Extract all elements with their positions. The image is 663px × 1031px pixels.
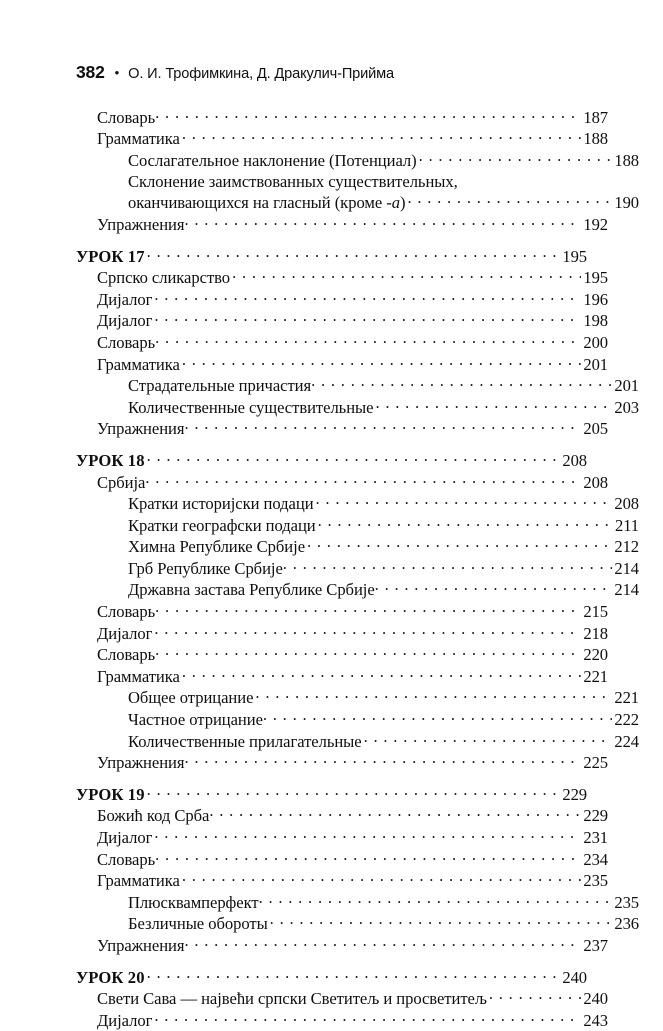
toc-entry-row[interactable] bbox=[128, 891, 639, 913]
toc-entry-row[interactable] bbox=[128, 579, 639, 601]
toc-entry-title: Грб Републике Србије bbox=[128, 558, 283, 578]
toc-entry-title: Частное отрицание bbox=[128, 710, 263, 730]
toc-page-number: 190 bbox=[614, 193, 639, 213]
toc-leader-dots bbox=[147, 783, 561, 800]
toc-leader-dots bbox=[375, 396, 612, 413]
toc-lesson-row[interactable] bbox=[76, 966, 587, 988]
toc-page-number: 215 bbox=[583, 602, 608, 622]
toc-leader-dots bbox=[154, 1009, 581, 1026]
toc-page-number: 220 bbox=[583, 645, 608, 665]
toc-leader-dots bbox=[255, 687, 612, 704]
toc-page-number: 208 bbox=[614, 494, 639, 514]
toc-page-number: 200 bbox=[583, 332, 608, 352]
toc-entry-title: Словарь bbox=[97, 849, 156, 869]
toc-page-number: 208 bbox=[562, 450, 587, 470]
toc-entry-row[interactable] bbox=[97, 471, 608, 493]
toc-entry-title: Грамматика bbox=[97, 129, 180, 149]
toc-entry-row[interactable] bbox=[97, 213, 608, 235]
toc-leader-dots bbox=[184, 752, 581, 769]
toc-entry-row[interactable] bbox=[97, 622, 608, 644]
toc-leader-dots bbox=[155, 331, 581, 348]
toc-page-number: 201 bbox=[583, 354, 608, 374]
toc-page-number: 211 bbox=[615, 515, 639, 535]
toc-entry-title: Плюсквамперфект bbox=[128, 892, 259, 912]
toc-entry-title: Упражнения bbox=[97, 935, 185, 955]
toc-leader-dots bbox=[283, 557, 613, 574]
toc-entry-row[interactable] bbox=[128, 396, 639, 418]
toc-entry-row[interactable] bbox=[97, 106, 608, 128]
toc-entry-row[interactable] bbox=[128, 514, 639, 536]
toc-page-number: 221 bbox=[614, 688, 639, 708]
toc-entry-title: оканчивающихся на гласный (кроме -а) bbox=[128, 193, 406, 213]
toc-page-number: 212 bbox=[614, 537, 639, 557]
toc-page-number: 195 bbox=[583, 268, 608, 288]
toc-entry-row[interactable] bbox=[97, 752, 608, 774]
toc-entry-row[interactable] bbox=[97, 848, 608, 870]
toc-leader-dots bbox=[364, 730, 613, 747]
toc-page-number: 188 bbox=[583, 129, 608, 149]
toc-page-number: 235 bbox=[583, 871, 608, 891]
toc-leader-dots bbox=[182, 870, 582, 887]
toc-leader-dots bbox=[419, 149, 613, 166]
toc-page-number: 214 bbox=[614, 558, 639, 578]
toc-leader-dots bbox=[147, 449, 561, 466]
toc-entry-title: Безличные обороты bbox=[128, 914, 268, 934]
toc-leader-dots bbox=[318, 514, 613, 531]
toc-lesson-row[interactable] bbox=[76, 449, 587, 471]
toc-entry-title: Дијалог bbox=[97, 289, 153, 309]
toc-leader-dots bbox=[311, 375, 612, 392]
toc-leader-dots bbox=[155, 600, 581, 617]
toc-entry-title: Божић код Срба bbox=[97, 806, 210, 826]
toc-page-number: 205 bbox=[583, 419, 608, 439]
toc-leader-dots bbox=[232, 267, 581, 284]
toc-entry-row[interactable] bbox=[97, 310, 608, 332]
toc-entry-title: УРОК 19 bbox=[76, 784, 145, 804]
toc-page-number: 192 bbox=[583, 214, 608, 234]
toc-page-number: 188 bbox=[614, 150, 639, 170]
toc-page-number: 221 bbox=[583, 666, 608, 686]
toc-entry-title: Словарь bbox=[97, 107, 156, 127]
toc-page-number: 198 bbox=[583, 311, 608, 331]
toc-entry-row[interactable] bbox=[97, 644, 608, 666]
toc-leader-dots bbox=[184, 418, 581, 435]
toc-leader-dots bbox=[145, 471, 581, 488]
toc-entry-row[interactable] bbox=[97, 418, 608, 440]
toc-entry-row[interactable] bbox=[97, 128, 608, 150]
toc-entry-row[interactable] bbox=[128, 192, 639, 214]
toc-entry-row[interactable] bbox=[128, 708, 639, 730]
toc-entry-title: Грамматика bbox=[97, 871, 180, 891]
toc-entry-row[interactable] bbox=[97, 288, 608, 310]
toc-leader-dots bbox=[154, 826, 581, 843]
toc-entry-title: Дијалог bbox=[97, 1010, 153, 1030]
toc-entry-title: УРОК 18 bbox=[76, 450, 145, 470]
toc-page-number: 201 bbox=[614, 376, 639, 396]
toc-entry-title: Сослагательное наклонение (Потенциал) bbox=[128, 150, 417, 170]
toc-page-number: 229 bbox=[562, 784, 587, 804]
toc-entry-title: Дијалог bbox=[97, 828, 153, 847]
toc-entry-row[interactable] bbox=[97, 1009, 608, 1031]
toc-page-number: 218 bbox=[583, 623, 608, 643]
toc-entry-row[interactable] bbox=[97, 267, 608, 289]
toc-page-number: 237 bbox=[583, 935, 608, 955]
toc-entry-title: Српско сликарство bbox=[97, 268, 231, 288]
toc-entry-title-italic: а bbox=[391, 193, 400, 213]
toc-entry-row[interactable] bbox=[128, 149, 639, 171]
toc-page-number: 222 bbox=[614, 710, 639, 730]
toc-entry-title: Државна застава Републике Србије bbox=[128, 580, 375, 600]
toc-entry-title: Дијалог bbox=[97, 623, 153, 643]
toc-entry-row[interactable] bbox=[97, 600, 608, 622]
toc-leader-dots bbox=[375, 579, 613, 596]
toc-leader-dots bbox=[155, 848, 581, 865]
toc-entry-title: Упражнения bbox=[97, 753, 185, 773]
toc-leader-dots bbox=[182, 128, 582, 145]
toc-leader-dots bbox=[184, 213, 581, 230]
toc-page-number: 235 bbox=[614, 892, 639, 912]
toc-leader-dots bbox=[155, 106, 581, 123]
toc-page-number: 187 bbox=[583, 107, 608, 127]
toc-page-number: 208 bbox=[583, 472, 608, 492]
toc-entry-row[interactable] bbox=[97, 934, 608, 956]
toc-leader-dots bbox=[182, 353, 582, 370]
toc-leader-dots bbox=[154, 288, 581, 305]
toc-page-number: 196 bbox=[583, 289, 608, 309]
toc-entry-row[interactable] bbox=[97, 353, 608, 375]
bullet-separator-icon: • bbox=[114, 65, 120, 80]
toc-entry-title: Количественные существительные bbox=[128, 397, 374, 417]
toc-entry-row[interactable] bbox=[97, 826, 608, 848]
toc-entry-title: Химна Републике Србије bbox=[128, 537, 306, 557]
author-names: О. И. Трофимкина, Д. Дракулич-Прийма bbox=[128, 66, 394, 82]
toc-page-number: 236 bbox=[614, 914, 639, 934]
toc-entry-row[interactable] bbox=[97, 331, 608, 353]
toc-leader-dots bbox=[154, 622, 581, 639]
toc-entry-title: УРОК 20 bbox=[76, 967, 145, 987]
toc-leader-dots bbox=[259, 891, 613, 908]
toc-leader-dots bbox=[209, 805, 581, 822]
toc-page-number: 225 bbox=[583, 753, 608, 773]
toc-entry-title: Упражнения bbox=[97, 419, 185, 439]
toc-entry-row[interactable] bbox=[97, 805, 608, 827]
toc-leader-dots bbox=[489, 988, 582, 1005]
toc-page-number: 240 bbox=[583, 989, 608, 1009]
toc-entry-title: Србија bbox=[97, 472, 146, 492]
toc-entry-row[interactable] bbox=[128, 557, 639, 579]
toc-page-number: 195 bbox=[562, 246, 587, 266]
toc-entry-row[interactable] bbox=[97, 665, 608, 687]
toc-entry-row[interactable] bbox=[128, 171, 639, 192]
toc-entry-row[interactable] bbox=[97, 870, 608, 892]
toc-entry-row[interactable] bbox=[128, 913, 639, 935]
toc-entry-title: Свети Сава — највећи српски Светитељ и просветитељ bbox=[97, 989, 487, 1009]
toc-entry-title: Упражнения bbox=[97, 214, 185, 234]
toc-entry-title: Словарь bbox=[97, 602, 156, 622]
toc-page-number: 240 bbox=[562, 967, 587, 987]
page-header bbox=[76, 62, 394, 83]
toc-entry-title: Дијалог bbox=[97, 311, 153, 331]
folio-number: 382 bbox=[76, 62, 105, 82]
toc-entry-title: Страдательные причастия bbox=[128, 376, 312, 396]
toc-page-number: 224 bbox=[614, 731, 639, 751]
toc-entry-row[interactable] bbox=[97, 988, 608, 1010]
toc-entry-title: Кратки историјски подаци bbox=[128, 494, 314, 514]
toc-entry-title: Количественные прилагательные bbox=[128, 731, 362, 751]
toc-leader-dots bbox=[154, 310, 581, 327]
toc-leader-dots bbox=[147, 966, 561, 983]
toc-page-number: 229 bbox=[583, 806, 608, 826]
toc-entry-row[interactable] bbox=[128, 730, 639, 752]
toc-entry-row[interactable] bbox=[128, 375, 639, 397]
table-of-contents bbox=[76, 106, 639, 1031]
toc-page-number: 231 bbox=[583, 828, 608, 847]
toc-leader-dots bbox=[270, 913, 613, 930]
toc-entry-title: Словарь bbox=[97, 332, 156, 352]
toc-lesson-row[interactable] bbox=[76, 245, 587, 267]
toc-entry-title: Склонение заимствованных существительных, bbox=[128, 171, 458, 191]
toc-page-number: 234 bbox=[583, 849, 608, 869]
toc-entry-row[interactable] bbox=[128, 536, 639, 558]
toc-entry-title: УРОК 17 bbox=[76, 246, 145, 266]
toc-leader-dots bbox=[184, 934, 581, 951]
toc-page-number: 214 bbox=[614, 580, 639, 600]
toc-entry-title: Общее отрицание bbox=[128, 688, 254, 708]
toc-entry-title: Кратки географски подаци bbox=[128, 515, 316, 535]
toc-page-number: 203 bbox=[614, 397, 639, 417]
toc-entry-title: Грамматика bbox=[97, 666, 180, 686]
toc-leader-dots bbox=[316, 493, 613, 510]
toc-leader-dots bbox=[147, 245, 561, 262]
toc-leader-dots bbox=[307, 536, 612, 553]
toc-page-number: 243 bbox=[583, 1010, 608, 1030]
toc-entry-title: Грамматика bbox=[97, 354, 180, 374]
toc-entry-row[interactable] bbox=[128, 493, 639, 515]
toc-leader-dots bbox=[155, 644, 581, 661]
toc-leader-dots bbox=[182, 665, 582, 682]
toc-leader-dots bbox=[263, 708, 613, 725]
toc-leader-dots bbox=[407, 192, 612, 209]
toc-entry-row[interactable] bbox=[128, 687, 639, 709]
toc-lesson-row[interactable] bbox=[76, 783, 587, 805]
toc-entry-title: Словарь bbox=[97, 645, 156, 665]
